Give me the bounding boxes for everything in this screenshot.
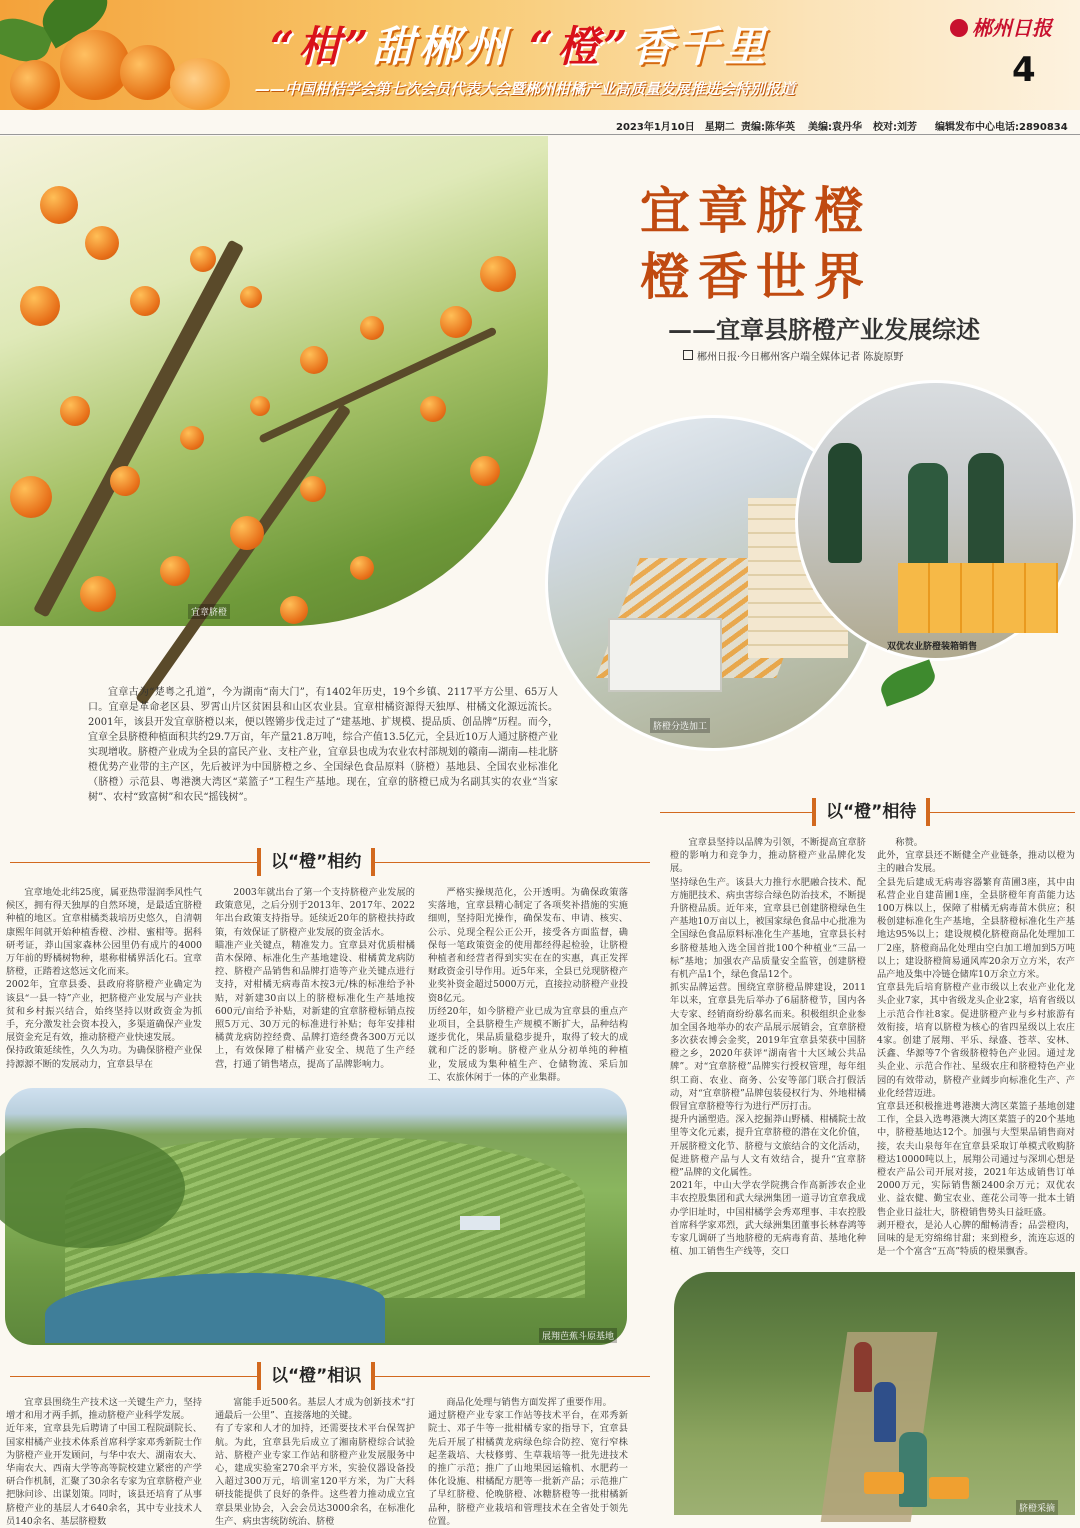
photo-caption: 宜章脐橙 bbox=[188, 604, 230, 619]
orange-fruit bbox=[130, 286, 160, 316]
branch bbox=[135, 404, 351, 706]
text-column bbox=[877, 836, 1075, 1258]
orange-fruit bbox=[10, 476, 52, 518]
section-title: 以“橙”相约 bbox=[257, 848, 375, 876]
text-column bbox=[428, 886, 628, 1086]
orange-tree-photo bbox=[0, 136, 548, 626]
picker bbox=[899, 1432, 927, 1507]
lead-paragraph: 宜章古为“楚粤之孔道”，今为湖南“南大门”，有1402年历史，19个乡镇、2117平方公里、65万人口。宜章是革命老区县、罗霄山片区贫困县和山区农业县。宜章柑橘资源得天独厚、柑橘文化源远流长。2001年，该县开发宜章脐橙以来，便以铿锵步伐走过了“建基地、扩规模、提品质、创品牌”历程。而今，宜章全县脐橙种植面积共约29.7万亩，年产量21.8万吨，综合产值13.5亿元，全县近10万人通过脐橙产业实现增收。脐橙产业成为全县的富民产业、支柱产业，宜章县也成为农业农村部规划的赣南—湖南—桂北脐橙优势产业带的主产区，先后被评为中国脐橙之乡、全国绿色食品原料（脐橙）基地县、全国农业标准化（脐橙）示范县、粤港澳大湾区“菜篮子”工程生产基地。现在，宜章的脐橙已成为名副其实的农业“当家树”、农村“致富树”和农民“摇钱树”。 bbox=[88, 687, 558, 803]
orange-fruit bbox=[280, 596, 308, 624]
orange-decoration bbox=[10, 60, 60, 110]
column-text: 商品化处理与销售方面发挥了重要作用。 通过脐橙产业专家工作站等技术平台，在邓秀新院士、邓子牛等一批柑橘专家的指导下，宜章县先后开展了柑橘黄龙病绿色综合防控、宽行窄株起垄栽培、大枝修剪、生草栽培等一批先进技术的推广示范；推广了山地果园运输机、水肥药一体化设施、柑橘配方肥等一批新产品；示范推广了早红脐橙、伦晚脐橙、冰糖脐橙等一批柑橘新品种，脐橙产业栽培和管理技术在全省处于领先位置。 bbox=[428, 1397, 628, 1527]
orange-fruit bbox=[60, 396, 90, 426]
section-title: 以“橙”相识 bbox=[257, 1362, 375, 1390]
article-title: 宜章脐橙 橙香世界 bbox=[640, 181, 872, 306]
text-column bbox=[670, 836, 866, 1258]
banner-slogan: “柑”甜郴州 “橙”香千里 bbox=[270, 22, 770, 71]
column-text: 称赞。 此外，宜章县还不断健全产业链条，推动以橙为主的融合发展。 全县先后建成无病毒容器繁育苗圃3座，其中由私营企业自建苗圃1座，全县脐橙年育苗能力达100万株以上，保障了柑橘无病毒苗木供应；积极创建标准化生产基地，全县脐橙标准化生产基地达95%以上；建设规模化脐橙商品化处理加工厂2座，脐橙商品化处理由空白加工增加到5万吨以上；建设脐橙简易通风库20余万立方米，农产品产地及集中冷链仓储库10万余立方米。 宜章县先后培育脐橙产业市级以上农业产业化龙头企业7家，其中省级龙头企业2家，培育省级以上示范合作社8家。促进脐橙产业与乡村旅游有效衔接，培育以脐橙为核心的省四星级以上农庄4家。创建了展翔、平乐、绿盛、苍萃、安林、沃鑫、华源等7个省级脐橙特色产业园。通过龙头企业、示范合作社、星级农庄和脐橙特色产业园的有效带动，脐橙产业阔步向标准化生产、产业化经营迈进。 宜章县还积极推进粤港澳大湾区菜篮子基地创建工作，全县入选粤港澳大湾区菜篮子的20个基地中，脐橙基地达12个。加强与大型果品销售商对接，农夫山泉每年在宜章县采取订单模式收购脐橙达10000吨以上，展翔公司通过与深圳心想是橙农产品公司开展对接，2021年达成销售订单2000万元，实际销售额2400余万元；双优农业、益农健、勤宝农业、莲花公司等一批本土销售企业日益壮大，脐橙销售势头日益旺盛。 剥开橙衣，是沁人心脾的酣畅清香；品尝橙肉，回味的是无穷绵绵甘甜；来到橙乡，流连忘返的是一个个富含“五高”特质的橙果飘香。 bbox=[877, 837, 1075, 1258]
phone: 编辑发布中心电话:2890834 bbox=[935, 122, 1068, 133]
column-text: 严格实操规范化，公开透明。为确保政策落实落地，宜章县精心制定了各项奖补措施的实施细则，坚持阳光操作，确保发布、申请、核实、公示、兑现全程公正公开，接受各方面监督，确保每一笔政策资金的使用都经得起检验，让脐橙种植者和经营者得到实实在在的实惠，真正发挥财政资金引导作用。近5年来，全县已兑现脐橙产业奖补资金超过5000万元，直接拉动脐橙产业投资8亿元。 历经20年，如今脐橙产业已成为宜章县的重点产业项目，全县脐橙生产规模不断扩大，品种结构逐步优化，果品质量稳步提升，取得了较大的成就和广泛的影响。脐橙产业从分初单纯的种植业，发展成为集种植生产、仓储物流、采后加工、农旅休闲于一体的产业集群。 bbox=[428, 887, 628, 1083]
orchard-aerial-photo bbox=[5, 1088, 627, 1345]
orange-fruit bbox=[480, 256, 516, 292]
square-icon bbox=[683, 350, 693, 360]
issue-info-bar bbox=[0, 116, 1080, 135]
banner-subtitle: ——中国柑桔学会第七次会员代表大会暨郴州柑橘产业高质量发展推进会特别报道 bbox=[255, 80, 796, 98]
orange-fruit bbox=[300, 346, 328, 374]
orange-fruit bbox=[20, 286, 60, 326]
logo-mark-icon bbox=[950, 19, 968, 37]
orange-fruit bbox=[160, 556, 190, 586]
orange-fruit bbox=[300, 476, 326, 502]
orange-fruit bbox=[420, 396, 446, 422]
orange-fruit bbox=[240, 286, 262, 308]
basket bbox=[929, 1477, 969, 1499]
photo-caption: 脐橙分选加工 bbox=[650, 718, 710, 733]
designer: 美编:袁丹华 bbox=[808, 122, 862, 133]
text-column bbox=[215, 886, 415, 1086]
orange-fruit bbox=[470, 456, 500, 486]
page-number: 4 bbox=[1012, 50, 1036, 90]
photo-caption: 双优农业脐橙装箱销售 bbox=[887, 642, 978, 652]
column-text: 富能手近500名。基层人才成为创新技术“打通最后一公里”、直接落地的关键。 有了专家和人才的加持，还需要技术平台保驾护航。为此，宜章县先后成立了湘南脐橙综合试验站、脐橙产业专家工作站和脐橙产业发展服务中心，建成实验室270余平方米，实验仪器设备投入超过300万元，培训室120平方米，为广大科研技能提供了良好的条件。这些着力推动成立宜章县果业协会，入会会员达3000余名，在标准化生产、病虫害统防统治、脐橙 bbox=[215, 1397, 415, 1527]
orange-fruit bbox=[180, 426, 204, 450]
text-column bbox=[6, 1396, 202, 1527]
machine bbox=[608, 618, 722, 692]
orange-decoration bbox=[120, 45, 175, 100]
worker bbox=[828, 443, 862, 563]
text-column bbox=[6, 886, 202, 1086]
editor: 责编:陈华英 bbox=[741, 122, 795, 133]
branch bbox=[258, 326, 497, 443]
boxes bbox=[898, 563, 1058, 633]
orange-fruit bbox=[350, 556, 374, 580]
orange-decoration bbox=[170, 58, 230, 110]
orange-fruit bbox=[190, 246, 216, 272]
worker bbox=[968, 453, 1004, 573]
byline: 郴州日报·今日郴州客户端全媒体记者 陈旋原野 bbox=[683, 348, 903, 363]
column-text: 2003年就出台了第一个支持脐橙产业发展的政策意见，之后分别于2013年、2017年、2022年出台政策支持指导。延续近20年的脐橙扶持政策，有效保证了脐橙产业发展的资金活水。 瞄准产业关键点，精准发力。宜章县对优质柑橘苗木保障、标准化生产基地建设、柑橘黄龙病防控、脐橙产品销售和品牌打造等产业关键点进行支持，对柑橘无病毒苗木按3元/株的标准给予补贴，对新建30亩以上的脐橙标准化生产基地按600元/亩给予补贴，对新建的宜章脐橙标销点按照5万元、30万元的标准进行补贴；每年安排柑橘黄龙病防控经费、品牌打造经费各300万元以上，有效保障了柑橘产业安全、规范了生产经营，打通了销售堵点，提高了品牌影响力。 bbox=[215, 887, 415, 1070]
leaf-decoration bbox=[877, 659, 940, 706]
orange-fruit bbox=[110, 466, 140, 496]
orange-picking-photo bbox=[674, 1272, 1075, 1515]
orange-fruit bbox=[85, 226, 119, 260]
orange-fruit bbox=[80, 576, 116, 612]
orange-fruit bbox=[440, 306, 472, 338]
photo-caption: 展翔芭蕉斗原基地 bbox=[539, 1328, 617, 1343]
article-subtitle: ——宜章县脐橙产业发展综述 bbox=[668, 315, 980, 344]
picker bbox=[854, 1342, 872, 1392]
basket bbox=[864, 1472, 904, 1494]
issue-date: 2023年1月10日 星期二 bbox=[616, 122, 735, 133]
packing-photo bbox=[795, 380, 1076, 661]
text-column bbox=[428, 1396, 628, 1527]
newspaper-logo: 郴州日报 bbox=[950, 12, 1052, 41]
building bbox=[460, 1216, 500, 1230]
column-text: 宜章地处北纬25度，属亚热带湿润季风性气候区，拥有得天独厚的自然环境，是最适宜脐橙种植的地区。宜章柑橘类栽培历史悠久，自清朝康熙年间就开始种植香橙、沙柑、蜜柑等。据科研考证，莽山国家森林公园里仍有成片的4000万年前的野橘树物种，堪称柑橘界活化石。宜章脐橙，正踏着这悠远文化而来。 2002年，宜章县委、县政府将脐橙产业确定为该县“一县一特”产业，把脐橙产业发展与产业扶贫和乡村振兴结合，始终坚持以财政资金为抓手，充分激发社会资本投入，多渠道确保产业发展资金充足有效，推动脐橙产业快速发展。 保持政策延续性，久久为功。为确保脐橙产业保持源源不断的发展动力，宜章县早在 bbox=[6, 887, 202, 1070]
column-text: 宜章县围绕生产技术这一关键生产力，坚持增才和用才两手抓，推动脐橙产业科学发展。 近年来，宜章县先后聘请了中国工程院副院长、国家柑橘产业技术体系首席科学家邓秀新院士作为脐橙产业开发顾问，与华中农大、湖南农大、华南农大、西南大学等高等院校建立紧密的产学研合作机制，汇聚了30余名专家为宜章脐橙产业把脉问诊、出谋划策。同时，该县还培育了从事脐橙产业的基层人才640余名，其中专业技术人员140余名、基层脐橙数 bbox=[6, 1397, 202, 1527]
photo-caption: 脐橙采摘 bbox=[1016, 1500, 1058, 1515]
column-text: 宜章县坚持以品牌为引领，不断提高宜章脐橙的影响力和竞争力，推动脐橙产业品牌化发展。 坚持绿色生产。该县大力推行水肥融合技术、配方施肥技术、病虫害综合绿色防治技术，不断提升脐橙品质。近年来，宜章县已创建脐橙绿色生产基地10万亩以上，被国家绿色食品中心批准为全国绿色食品原料标准化生产基地，宜章县长村乡脐橙基地入选全国首批100个种植业“三品一标”基地；加强农产品质量安全监管，创建脐橙有机产品1个，绿色食品12个。 抓实品牌运营。围绕宜章脐橙品牌建设，2011年以来，宜章县先后举办了6届脐橙节，国内各大专家、经销商纷纷慕名而来。积极组织企业参加全国各地举办的农产品展示展销会，宜章脐橙多次获农博会金奖，2019年宜章县荣获中国脐橙之乡，2020年获评“湖南省十大区域公共品牌”。对“宜章脐橙”品牌实行授权管理，每年组织工商、农业、商务、公安等部门联合打假活动，对“宜章脐橙”品牌包装侵权行为、外地柑橘假冒宜章脐橙等行为进行严厉打击。 提升内涵塑造。深入挖掘莽山野橘、柑橘院士故里等文化元素，提升宜章脐橙的潜在文化价值，开展脐橙文化节、脐橙与文旅结合的文化活动，促进脐橙产品与人文有效结合，提升“宜章脐橙”品牌的文化属性。 2021年，中山大学农学院携合作高新涉农企业丰农控股集团和武大绿洲集团一道寻访宜章我成办学旧址时，中国柑橘学会秀邓理事、丰农控股首席科学家邓烈，武大绿洲集团董事长林春鸿等专家几调研了当地脐橙的无病毒育苗、基地化种植、加工销售生产线等，交口 bbox=[670, 837, 866, 1258]
orange-fruit bbox=[230, 516, 264, 550]
text-column bbox=[215, 1396, 415, 1527]
orange-fruit bbox=[360, 316, 384, 340]
proofreader: 校对:刘芳 bbox=[873, 122, 917, 133]
worker bbox=[908, 463, 948, 573]
orange-fruit bbox=[250, 396, 270, 416]
section-title: 以“橙”相待 bbox=[812, 798, 930, 826]
orange-fruit bbox=[40, 186, 78, 224]
orange-decoration bbox=[60, 30, 130, 100]
picker bbox=[874, 1382, 896, 1442]
